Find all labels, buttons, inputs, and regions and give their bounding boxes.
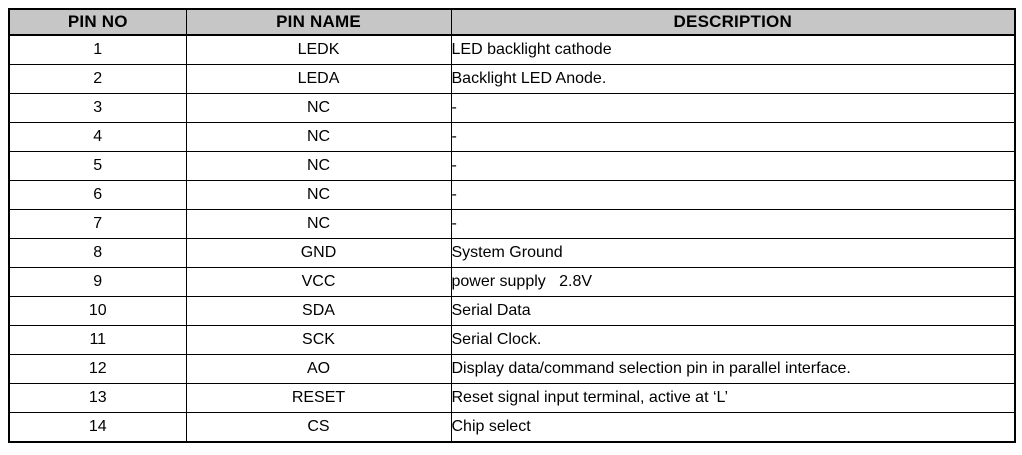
table-row [9, 152, 1015, 181]
table-row [9, 384, 1015, 413]
pin-name-cell: NC [186, 181, 451, 210]
pin-name-cell: VCC [186, 268, 451, 297]
table-row [9, 297, 1015, 326]
description-cell: - [451, 181, 1015, 210]
table-row [9, 123, 1015, 152]
header-cell-description: DESCRIPTION [451, 9, 1015, 35]
description-cell: Serial Clock. [451, 326, 1015, 355]
description-cell: System Ground [451, 239, 1015, 268]
pin-name-cell: RESET [186, 384, 451, 413]
table-row [9, 210, 1015, 239]
pin-no-cell: 6 [9, 181, 186, 210]
description-cell: LED backlight cathode [451, 35, 1015, 65]
pin-no-cell: 5 [9, 152, 186, 181]
table-row [9, 65, 1015, 94]
table-row [9, 239, 1015, 268]
description-cell: - [451, 152, 1015, 181]
table-row [9, 326, 1015, 355]
pin-no-cell: 2 [9, 65, 186, 94]
table-row [9, 35, 1015, 65]
table-row [9, 355, 1015, 384]
pin-no-cell: 14 [9, 413, 186, 443]
pin-no-cell: 12 [9, 355, 186, 384]
table-row [9, 413, 1015, 443]
header-cell-pin-no: PIN NO [9, 9, 186, 35]
pin-name-cell: NC [186, 152, 451, 181]
pin-no-cell: 1 [9, 35, 186, 65]
pin-name-cell: NC [186, 94, 451, 123]
pin-no-cell: 10 [9, 297, 186, 326]
table-body [9, 35, 1015, 442]
table-header [9, 9, 1015, 35]
pin-no-cell: 7 [9, 210, 186, 239]
header-cell-pin-name: PIN NAME [186, 9, 451, 35]
pin-name-cell: SCK [186, 326, 451, 355]
pin-no-cell: 9 [9, 268, 186, 297]
description-cell: Chip select [451, 413, 1015, 443]
description-cell: - [451, 94, 1015, 123]
pin-name-cell: NC [186, 210, 451, 239]
pin-name-cell: AO [186, 355, 451, 384]
pin-name-cell: LEDA [186, 65, 451, 94]
pin-name-cell: GND [186, 239, 451, 268]
description-cell: - [451, 210, 1015, 239]
header-row [9, 9, 1015, 35]
table-row [9, 268, 1015, 297]
pin-no-cell: 13 [9, 384, 186, 413]
pin-description-table [8, 8, 1016, 443]
pin-no-cell: 3 [9, 94, 186, 123]
description-cell: Display data/command selection pin in parallel interface. [451, 355, 1015, 384]
pin-name-cell: CS [186, 413, 451, 443]
pin-name-cell: NC [186, 123, 451, 152]
description-cell: Serial Data [451, 297, 1015, 326]
pin-name-cell: LEDK [186, 35, 451, 65]
pin-no-cell: 8 [9, 239, 186, 268]
description-cell: Backlight LED Anode. [451, 65, 1015, 94]
pin-no-cell: 11 [9, 326, 186, 355]
pin-name-cell: SDA [186, 297, 451, 326]
table-row [9, 94, 1015, 123]
pin-no-cell: 4 [9, 123, 186, 152]
description-cell: - [451, 123, 1015, 152]
description-cell: Reset signal input terminal, active at ‘L’ [451, 384, 1015, 413]
table-row [9, 181, 1015, 210]
description-cell: power supply 2.8V [451, 268, 1015, 297]
